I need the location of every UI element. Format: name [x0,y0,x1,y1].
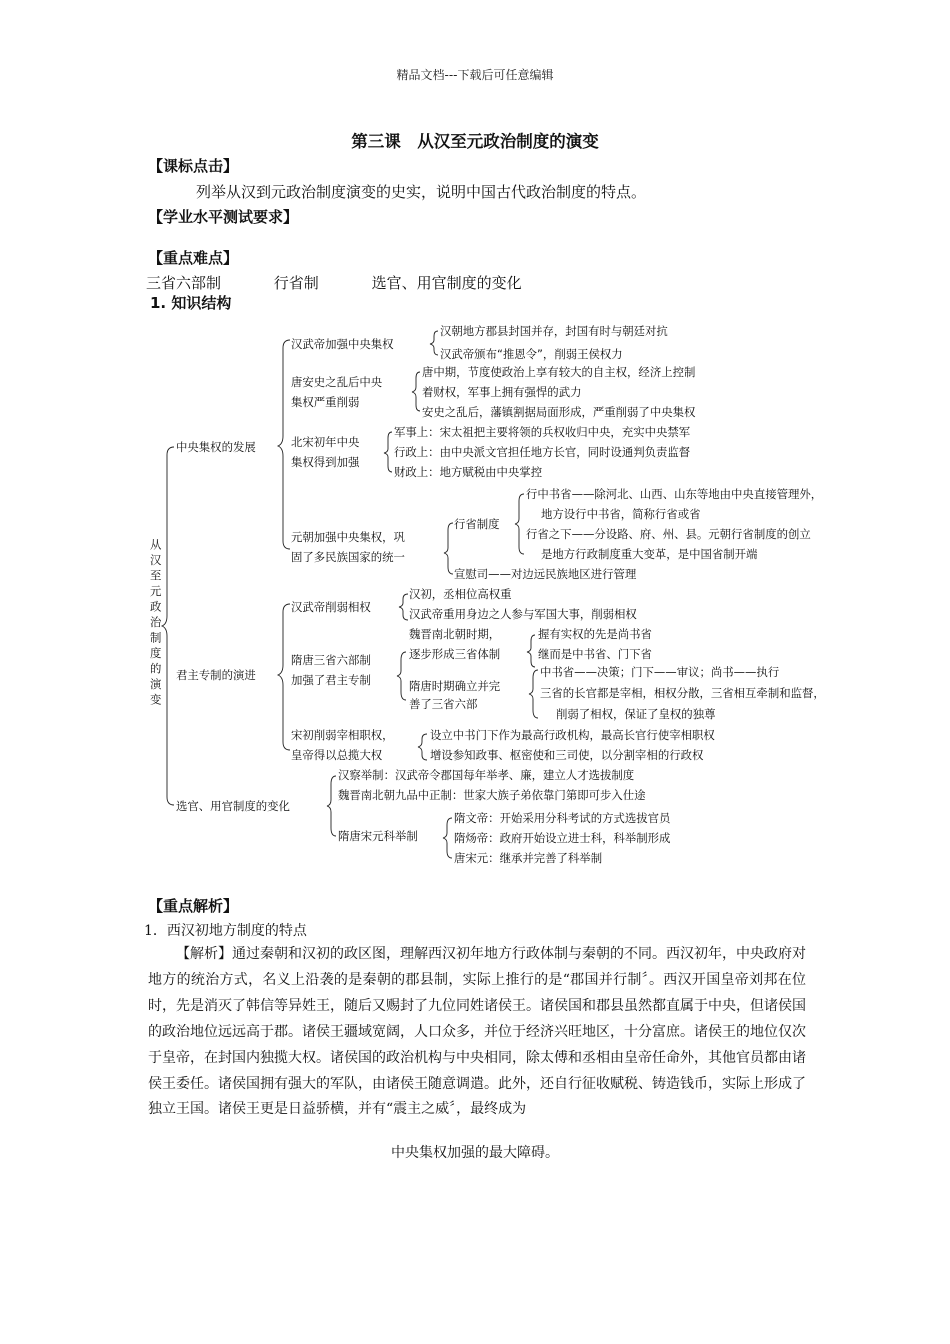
analysis-last-line: 中央集权加强的最大障碍。 [391,1145,559,1161]
root-label-char: 治 [150,615,162,629]
section-xueye: 【学业水平测试要求】 [148,208,299,226]
node-c3-c: 隋唐宋元科举制 [338,829,418,843]
node-c3-a: 汉察举制：汉武帝令郡国每年举孝、廉，建立人才选拔制度 [338,768,635,782]
node-c2-b-t2: 善了三省六部 [409,697,478,711]
page-header: 精品文档---下载后可任意编辑 [396,68,554,82]
node-c2-b-t-2: 三省的长官都是宰相，相权分散，三省相互牵制和监督， [540,686,825,700]
root-label-char: 汉 [150,553,162,567]
brace-c2c [418,734,427,760]
root-label-char: 度 [150,646,162,660]
node-c1-c1: 北宋初年中央 [291,435,360,449]
node-c1-d-y: 宣慰司——对边远民族地区进行管理 [454,567,637,581]
root-label-char: 政 [150,599,162,614]
root-label-char: 元 [150,584,162,598]
brace-c2a [399,594,408,620]
topic-item: 三省六部制 [146,274,222,292]
node-c1-c2: 集权得到加强 [291,455,360,469]
node-c1-d2: 固了多民族国家的统一 [291,550,405,564]
node-c2-a1: 汉初，丞相位高权重 [409,587,512,601]
node-c2-b-s2: 继而是中书省、门下省 [538,647,652,661]
node-c1-b-2: 着财权，军事上拥有强悍的武力 [422,385,582,399]
node-c2-b1: 隋唐三省六部制 [291,653,371,667]
node-c1-a2: 汉武帝颁布“推恩令”，削弱王侯权力 [440,347,623,361]
node-c1-d-x: 行省制度 [454,517,500,531]
brace-c2 [278,604,290,750]
node-c2-c-1: 设立中书门下作为最高行政机构，最高长官行使宰相职权 [430,728,715,742]
root-label-char: 变 [150,692,162,707]
node-c3-c1: 隋文帝：开始采用分科考试的方式选拔官员 [454,811,671,825]
topic-item: 行省制 [273,274,319,292]
node-c2: 君主专制的演进 [176,668,256,682]
section-zhongdian: 【重点难点】 [148,249,239,267]
node-c1-c-2: 行政上：由中央派文官担任地方长官，同时设通判负责监督 [394,445,691,459]
analysis-paragraph [148,942,806,1123]
section-jiexi: 【重点解析】 [148,897,239,915]
brace-root [162,447,174,805]
node-c3: 选官、用官制度的变化 [176,799,290,813]
root-label-char: 制 [150,630,162,645]
node-c1-a: 汉武帝加强中央集权 [291,337,394,351]
knowledge-title: 1. 知识结构 [150,294,232,312]
node-c2-a2: 汉武帝重用身边之人参与军国大事，削弱相权 [409,607,637,621]
brace-c3c [443,818,452,858]
node-c2-b-t1: 隋唐时期确立并完 [409,679,501,693]
diagram-root [150,538,163,707]
node-c1-b-1: 唐中期，节度使政治上享有较大的自主权，经济上控制 [422,365,696,379]
node-c2-a: 汉武帝削弱相权 [291,600,371,614]
root-label-char: 从 [150,537,162,552]
node-c2-c1: 宋初削弱宰相职权， [291,728,394,742]
root-label-char: 至 [150,568,162,583]
node-c1-b2: 集权严重削弱 [291,395,360,409]
analysis-text: 通过秦朝和汉初的政区图，理解西汉初年地方行政体制与秦朝的不同。西汉初年，中央政府对地方的统治方式，名义上沿袭的是秦朝的郡县制，实际上推行的是“郡国并行制〞。西汉开国皇帝刘邦在位时，先是消灭了韩信等异姓王，随后又赐封了九位同姓诸侯王。诸侯国和郡县虽然都直属于中央，但诸侯国的政治地位远远高于郡。诸侯王疆域宽阔，人口众多，并位于经济兴旺地区，十分富庶。诸侯王的地位仅次于皇帝，在封国内独揽大权。诸侯国的政治机构与中央相同，除太傅和丞相由皇帝任命外，其他官员都由诸侯王委任。诸侯国拥有强大的军队，由诸侯王随意调遣。此外，还自行征收赋税、铸造钱币，实际上形成了独立王国。诸侯王更是日益骄横，并有“震主之威〞，最终成为 [148,946,806,1118]
point-heading: 1．西汉初地方制度的特点 [144,923,307,939]
brace-c1 [278,340,290,549]
node-c1-d-x2: 地方设行中书省，简称行省或省 [541,507,701,521]
node-c1-d-x4: 是地方行政制度重大变革，是中国省制开端 [541,547,758,561]
brace-c1c [384,432,392,472]
node-c1-d-x3: 行省之下——分设路、府、州、县。元朝行省制度的创立 [526,527,811,541]
brace-c2b [397,652,406,700]
node-c2-c-2: 增设参知政事、枢密使和三司使，以分割宰相的行政权 [430,748,704,762]
node-c1-c-1: 军事上：宋太祖把主要将领的兵权收归中央，充实中央禁军 [394,425,691,439]
brace-c1a [430,331,438,355]
kebiao-text: 列举从汉到元政治制度演变的史实，说明中国古代政治制度的特点。 [196,183,647,201]
root-label-char: 的 [150,661,162,676]
node-c1-b1: 唐安史之乱后中央 [291,375,383,389]
lesson-title: 第三课 从汉至元政治制度的演变 [351,132,599,151]
node-c3-c3: 唐宋元：继承并完善了科举制 [454,851,603,865]
node-c2-b2: 加强了君主专制 [291,673,371,687]
node-c2-b-w: 魏晋南北朝时期， [409,627,501,641]
node-c2-c2: 皇帝得以总揽大权 [291,748,383,762]
node-c3-c2: 隋炀帝：政府开始设立进士科，科举制形成 [454,831,671,845]
brace-c3 [327,776,336,836]
brace-c1dx [515,494,524,554]
brace-c2bs [527,635,535,667]
node-c1-c-3: 财政上：地方赋税由中央掌控 [394,465,543,479]
node-c3-b: 魏晋南北朝九品中正制：世家大族子弟依靠门第即可步入仕途 [338,788,646,802]
root-label-char: 演 [150,677,162,691]
brace-c2bt [529,670,538,718]
root-label [150,538,163,707]
node-c1: 中央集权的发展 [176,440,256,454]
topic-item: 选官、用官制度的变化 [371,274,522,292]
brace-c1d [444,523,453,574]
node-c2-b-t-1: 中书省——决策；门下——审议；尚书——执行 [540,665,780,679]
node-c2-b-s1: 握有实权的先是尚书省 [538,627,652,641]
section-kebiao: 【课标点击】 [148,157,239,175]
node-c1-d-x1: 行中书省——除河北、山西、山东等地由中央直接管理外， [526,487,823,501]
node-c1-a1: 汉朝地方郡县封国并存，封国有时与朝廷对抗 [440,324,668,338]
node-c2-b-t-3: 削弱了相权，保证了皇权的独尊 [556,707,716,721]
analysis-lead: 【解析】 [176,946,232,962]
node-c1-d1: 元朝加强中央集权，巩 [291,530,405,544]
brace-c1b [412,372,420,411]
node-c1-b-3: 安史之乱后，藩镇割据局面形成，严重削弱了中央集权 [422,405,696,419]
node-c2-b-s: 逐步形成三省体制 [409,647,501,661]
